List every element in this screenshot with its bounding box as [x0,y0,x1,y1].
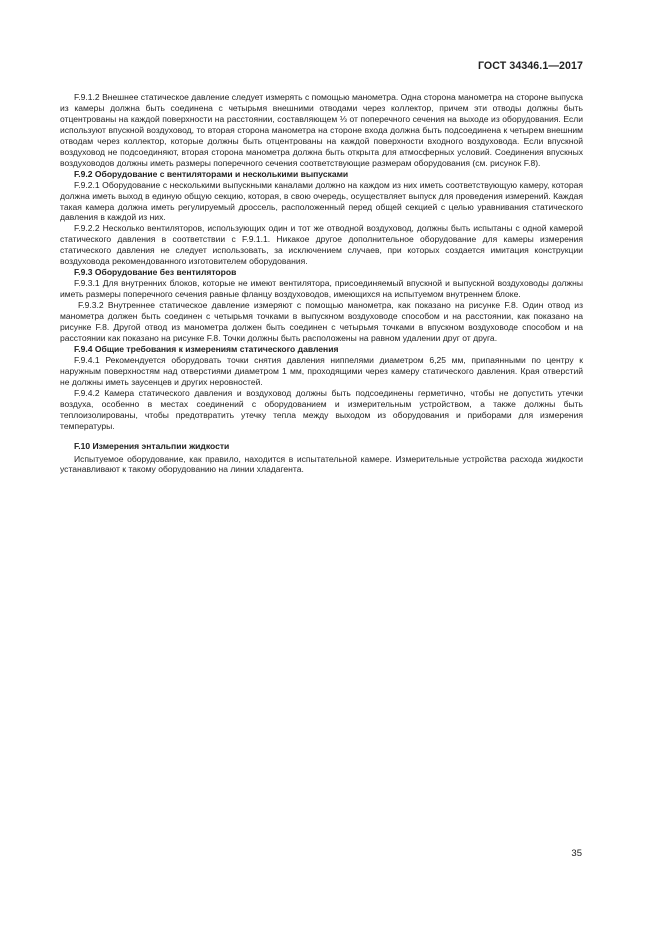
paragraph-f9-4-1: F.9.4.1 Рекомендуется оборудовать точки снятия давления ниппелями диаметром 6,25 мм, припаянными по центру к наружным поверхностям над отверстиями диаметром 1 мм, проходящими через камеру статического давления. Края отверстий не должны иметь заусенцев и других неровностей. [60,354,583,387]
page-number: 35 [571,848,582,859]
paragraph-f10: Испытуемое оборудование, как правило, находится в испытательной камере. Измерительные устройства расхода жидкости устанавливают к такому оборудованию на линии хладагента. [60,453,583,475]
section-heading-f9-3: F.9.3 Оборудование без вентиляторов [74,267,237,278]
section-heading-f10: F.10 Измерения энтальпии жидкости [74,440,230,451]
paragraph-f9-3-1: F.9.3.1 Для внутренних блоков, которые не имеют вентилятора, присоединяемый впускной и выпускной воздуховоды должны иметь размеры поперечного сечения равные фланцу воздуховодов, имеющихся на испытуемом внутреннем блоке. [60,278,583,300]
standard-header: ГОСТ 34346.1—2017 [477,60,583,72]
paragraph-f9-3-2: F.9.3.2 Внутреннее статическое давление измеряют с помощью манометра, как показано на рисунке F.8. Один отвод из манометра должен быть соединен с четырьмя точками в выпускном воздуховоде способом и на расстоянии, как показано на рисунке F.8. Другой отвод из манометра должен быть соединен с четырьмя точками в впускном воздуховоде способом и на расстоянии как показано на рисунке F.8. Точки должны быть расположены на равном удалении друг от друга. [60,300,583,343]
document-body [60,92,583,475]
paragraph-f9-2-2: F.9.2.2 Несколько вентиляторов, использующих один и тот же отводной воздуховод, должны быть испытаны с одной камерой статического давления в соответствии с F.9.1.1. Никакое другое дополнительное оборудование для камеры измерения статического давления не следует использовать, за исключением случаев, при которых создается имитация конструкции воздуховода рекомендованного изготовителем оборудования. [60,223,583,267]
paragraph-f9-4-2: F.9.4.2 Камера статического давления и воздуховод должны быть подсоединены герметично, чтобы не допустить утечки воздуха, особенно в местах соединений с оборудованием и измерительным устройством, а также должны быть теплоизолированы, чтобы предотвратить утечку тепла между выходом из оборудования и приборами для измерения температуры. [60,387,583,431]
paragraph-f9-1-2: F.9.1.2 Внешнее статическое давление следует измерять с помощью манометра. Одна сторона манометра на стороне выпуска из камеры должна быть соединена с четырьмя внешними отводами через коллектор, причем эти отводы должны быть отцентрованы на каждой поверхности на расстоянии, составляющем ⅓ от поперечного сечения на выходе из оборудования. Если используют впускной воздуховод, то вторая сторона манометра на стороне входа должна быть подсоединена к четырем внешним отводам через коллектор, которые должны быть отцентрованы на каждой поверхности входного воздуховода. Если впускной воздуховод не подсоединяют, вторая сторона манометра должна быть открыта для атмосферных условий. Соединения впускных воздуховодов должны иметь размеры поперечного сечения соответствующие размерам оборудования (см. рисунок F.8). [60,92,583,168]
paragraph-f9-2-1: F.9.2.1 Оборудование с несколькими выпускными каналами должно на каждом из них иметь соответствующую камеру, которая должна иметь выход в единую общую секцию, которая, в свою очередь, осуществляет выпуск для проведения измерений. Каждая такая камера должна иметь регулируемый дроссель, расположенный перед общей секцией с целью уравнивания статического давления в каждой из них. [60,179,583,223]
section-heading-f9-2: F.9.2 Оборудование с вентиляторами и несколькими выпусками [74,168,349,179]
section-heading-f9-4: F.9.4 Общие требования к измерениям статического давления [74,343,339,354]
